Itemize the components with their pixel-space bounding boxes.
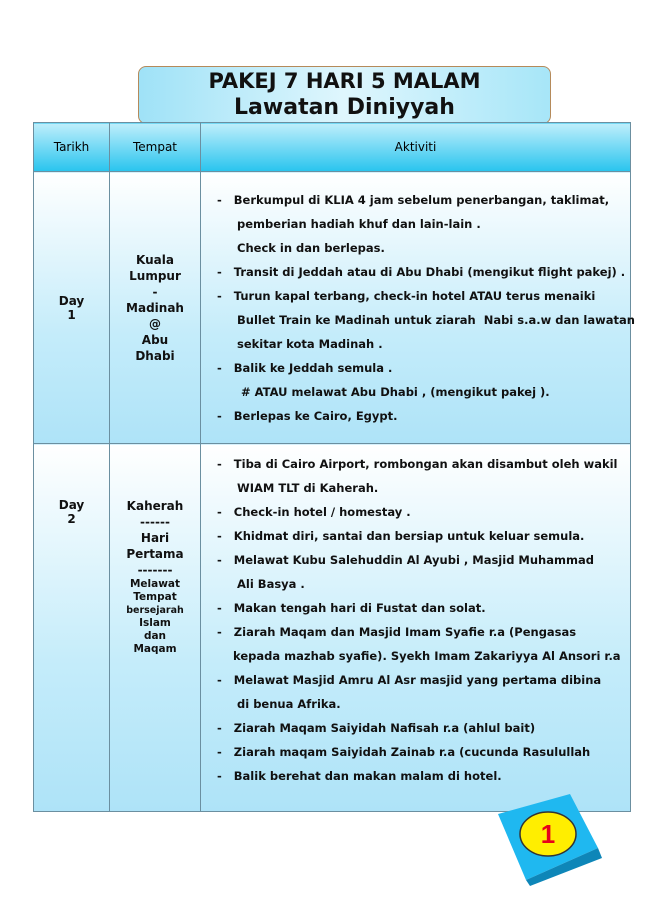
list-item: - Tiba di Cairo Airport, rombongan akan disambut oleh wakil [217, 457, 618, 471]
package-subtitle: Lawatan Diniyyah [234, 95, 455, 120]
list-item: - Makan tengah hari di Fustat dan solat. [217, 601, 486, 615]
day1-activities [201, 172, 635, 444]
list-item: - Melawat Kubu Salehuddin Al Ayubi , Masjid Muhammad [217, 553, 594, 567]
day1-date-number: 1 [67, 307, 76, 322]
list-item: - Khidmat diri, santai dan bersiap untuk keluar semula. [217, 529, 585, 543]
list-item: - Berkumpul di KLIA 4 jam sebelum penerbangan, taklimat, [217, 192, 610, 207]
title-banner [138, 66, 551, 124]
list-item: pemberian hadiah khuf dan lain-lain . [217, 216, 481, 231]
list-item: - Ziarah maqam Saiyidah Zainab r.a (cucunda Rasulullah [217, 745, 591, 759]
place-line: Madinah [126, 300, 184, 315]
list-item: - Turun kapal terbang, check-in hotel ATAU terus menaiki [217, 288, 596, 303]
place-line: - [152, 284, 158, 299]
list-item: - Balik ke Jeddah semula . [217, 360, 393, 375]
place-line: ------- [137, 563, 173, 577]
place-line: dan [143, 630, 167, 642]
place-line: Hari [140, 531, 170, 545]
day2-date [34, 444, 110, 812]
list-item: - Transit di Jeddah atau di Abu Dhabi (mengikut flight pakej) . [217, 264, 626, 279]
list-item: - Ziarah Maqam Saiyidah Nafisah r.a (ahlul bait) [217, 721, 536, 735]
day2-activities [201, 444, 631, 812]
table-header-row [34, 123, 631, 172]
place-line: Dhabi [135, 348, 175, 363]
list-item: Ali Basya . [217, 577, 305, 591]
header-activity: Aktiviti [201, 123, 631, 172]
list-item: - Melawat Masjid Amru Al Asr masjid yang pertama dibina [217, 673, 602, 687]
day2-date-label: Day [58, 498, 85, 512]
day1-date [34, 172, 110, 444]
place-line: Maqam [133, 643, 177, 655]
place-line: bersejarah [126, 605, 184, 616]
day1-activity-list [201, 188, 635, 428]
place-line: Lumpur [129, 268, 181, 283]
page-number-badge [498, 786, 608, 886]
table-row-day2 [34, 444, 631, 812]
day2-activity-list [201, 452, 630, 788]
list-item: - Ziarah Maqam dan Masjid Imam Syafie r.a (Pengasas [217, 625, 577, 639]
list-item: di benua Afrika. [217, 697, 341, 711]
day2-place [110, 444, 201, 812]
day1-date-label: Day [58, 293, 85, 308]
place-line: Abu [141, 332, 169, 347]
header-date: Tarikh [34, 123, 110, 172]
list-item: Bullet Train ke Madinah untuk ziarah Nabi s.a.w dan lawatan [217, 312, 635, 327]
place-line: ------ [140, 515, 170, 529]
list-item: Check in dan berlepas. [217, 240, 385, 255]
place-line: Islam [139, 617, 171, 629]
day2-date-number: 2 [67, 512, 76, 526]
day1-place [110, 172, 201, 444]
list-item: - Balik berehat dan makan malam di hotel. [217, 769, 502, 783]
itinerary-table [33, 122, 635, 812]
place-line: Melawat [129, 578, 181, 590]
place-line: Pertama [126, 547, 184, 561]
header-place: Tempat [110, 123, 201, 172]
list-item: kepada mazhab syafie). Syekh Imam Zakariyya Al Ansori r.a [217, 649, 621, 663]
list-item: WIAM TLT di Kaherah. [217, 481, 379, 495]
list-item: # ATAU melawat Abu Dhabi , (mengikut pakej ). [217, 384, 550, 399]
list-item: - Check-in hotel / homestay . [217, 505, 411, 519]
package-title: PAKEJ 7 HARI 5 MALAM [208, 69, 481, 93]
place-line: @ [149, 316, 161, 331]
list-item: - Berlepas ke Cairo, Egypt. [217, 408, 398, 423]
list-item: sekitar kota Madinah . [217, 336, 383, 351]
place-line: Tempat [133, 591, 177, 603]
place-line: Kaherah [126, 499, 184, 513]
page-number: 1 [540, 819, 556, 849]
place-line: Kuala [136, 252, 174, 267]
table-row-day1 [34, 172, 631, 444]
